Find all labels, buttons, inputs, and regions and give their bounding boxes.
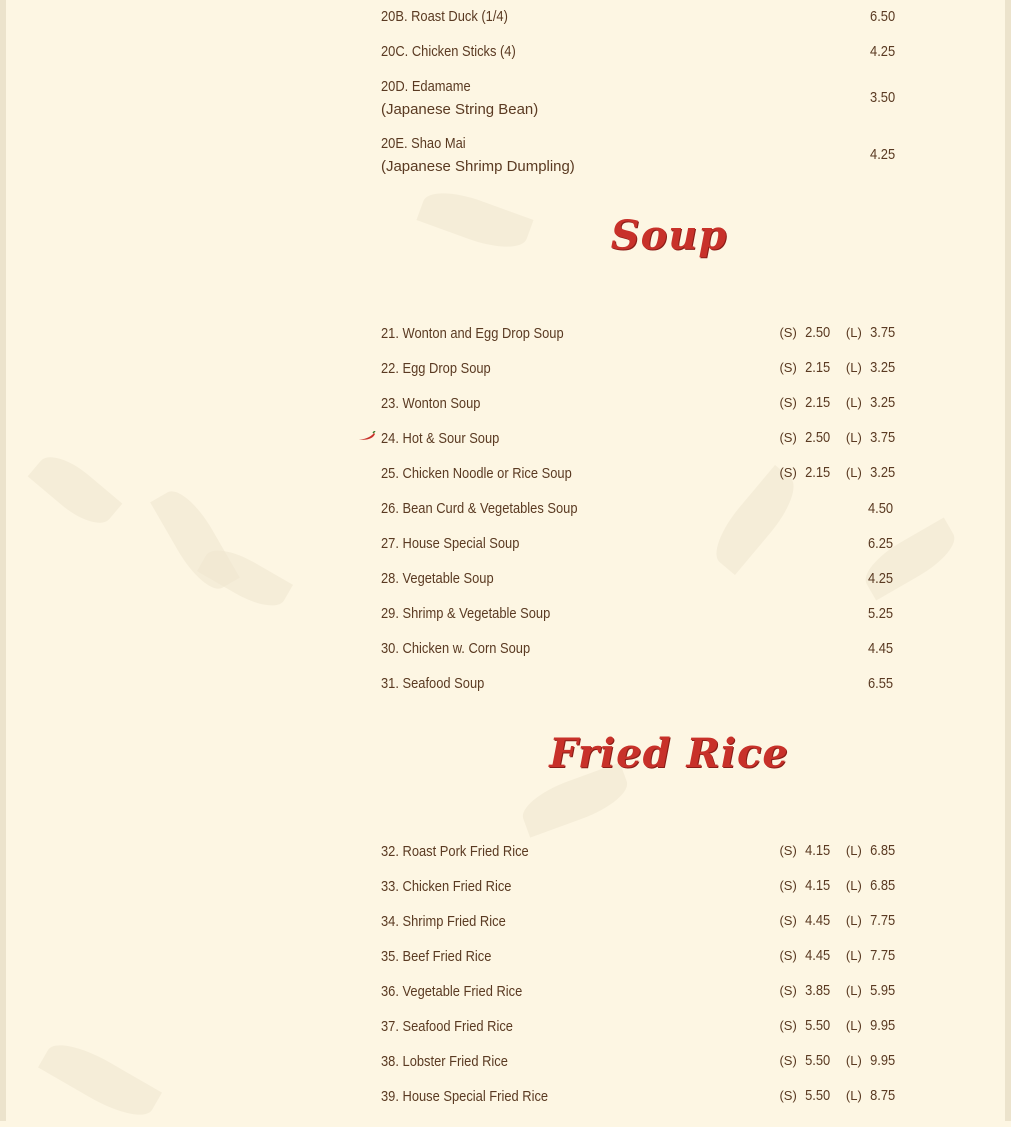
menu-item-name: 32. Roast Pork Fried Rice xyxy=(381,843,529,860)
leaf-decoration xyxy=(28,446,123,534)
item-name: 20B. Roast Duck (1/4) xyxy=(381,8,508,25)
small-price: (S) 2.15 xyxy=(779,394,830,411)
menu-item-name: 36. Vegetable Fried Rice xyxy=(381,983,523,1000)
menu-item-name: 26. Bean Curd & Vegetables Soup xyxy=(381,500,578,517)
menu-item-name: 39. House Special Fried Rice xyxy=(381,1088,549,1105)
item-name: 20E. Shao Mai xyxy=(381,135,466,152)
small-price: (S) 2.50 xyxy=(779,429,830,446)
soup-section-title: Soup xyxy=(610,212,728,259)
item-price: 6.55 xyxy=(868,675,894,692)
small-price: (S) 4.45 xyxy=(779,947,830,964)
menu-item-name: 31. Seafood Soup xyxy=(381,675,485,692)
small-price: (S) 2.15 xyxy=(779,359,830,376)
small-price: (S) 4.45 xyxy=(779,912,830,929)
item-name: 20C. Chicken Sticks (4) xyxy=(381,43,516,60)
menu-item-name: 33. Chicken Fried Rice xyxy=(381,878,512,895)
menu-item-name: 29. Shrimp & Vegetable Soup xyxy=(381,605,551,622)
menu-item-name: 28. Vegetable Soup xyxy=(381,570,494,587)
leaf-decoration xyxy=(197,540,293,616)
item-description: (Japanese Shrimp Dumpling) xyxy=(381,158,575,175)
large-price: (L) 3.25 xyxy=(845,394,895,411)
item-price: 6.50 xyxy=(870,8,896,25)
small-price: (S) 2.15 xyxy=(779,464,830,481)
item-price: 6.25 xyxy=(868,535,894,552)
item-price: 3.50 xyxy=(870,89,896,106)
page-border-left xyxy=(0,0,6,1121)
small-price: (S) 4.15 xyxy=(779,842,830,859)
large-price: (L) 8.75 xyxy=(845,1087,895,1104)
menu-item-name: 27. House Special Soup xyxy=(381,535,520,552)
small-price: (S) 3.85 xyxy=(779,982,830,999)
menu-item-name: 35. Beef Fried Rice xyxy=(381,948,492,965)
menu-item-name: 25. Chicken Noodle or Rice Soup xyxy=(381,465,572,482)
item-name: 20D. Edamame xyxy=(381,78,471,95)
leaf-decoration xyxy=(38,1033,162,1127)
item-description: (Japanese String Bean) xyxy=(381,101,539,118)
leaf-decoration xyxy=(857,518,963,601)
large-price: (L) 3.75 xyxy=(845,429,895,446)
large-price: (L) 5.95 xyxy=(845,982,895,999)
item-price: 4.25 xyxy=(868,570,894,587)
item-price: 4.25 xyxy=(870,43,896,60)
menu-item-name: 30. Chicken w. Corn Soup xyxy=(381,640,531,657)
large-price: (L) 3.75 xyxy=(845,324,895,341)
small-price: (S) 5.50 xyxy=(779,1017,830,1034)
large-price: (L) 3.25 xyxy=(845,464,895,481)
menu-item-name: 23. Wonton Soup xyxy=(381,395,481,412)
menu-item-name: 34. Shrimp Fried Rice xyxy=(381,913,506,930)
large-price: (L) 7.75 xyxy=(845,912,895,929)
item-price: 4.50 xyxy=(868,500,894,517)
small-price: (S) 5.50 xyxy=(779,1052,830,1069)
fried-rice-section-title: Fried Rice xyxy=(549,730,789,777)
large-price: (L) 6.85 xyxy=(845,877,895,894)
large-price: (L) 9.95 xyxy=(845,1017,895,1034)
small-price: (S) 5.50 xyxy=(779,1087,830,1104)
small-price: (S) 2.50 xyxy=(779,324,830,341)
menu-item-name: 38. Lobster Fried Rice xyxy=(381,1053,508,1070)
large-price: (L) 3.25 xyxy=(845,359,895,376)
menu-item-name: 37. Seafood Fried Rice xyxy=(381,1018,513,1035)
item-price: 4.45 xyxy=(868,640,894,657)
large-price: (L) 9.95 xyxy=(845,1052,895,1069)
large-price: (L) 6.85 xyxy=(845,842,895,859)
menu-item-name: 22. Egg Drop Soup xyxy=(381,360,491,377)
item-price: 4.25 xyxy=(870,146,896,163)
item-price: 5.25 xyxy=(868,605,894,622)
small-price: (S) 4.15 xyxy=(779,877,830,894)
large-price: (L) 7.75 xyxy=(845,947,895,964)
chili-pepper-icon xyxy=(358,431,376,441)
page-border-right xyxy=(1005,0,1011,1121)
menu-item-name: 24. Hot & Sour Soup xyxy=(381,430,500,447)
menu-item-name: 21. Wonton and Egg Drop Soup xyxy=(381,325,564,342)
